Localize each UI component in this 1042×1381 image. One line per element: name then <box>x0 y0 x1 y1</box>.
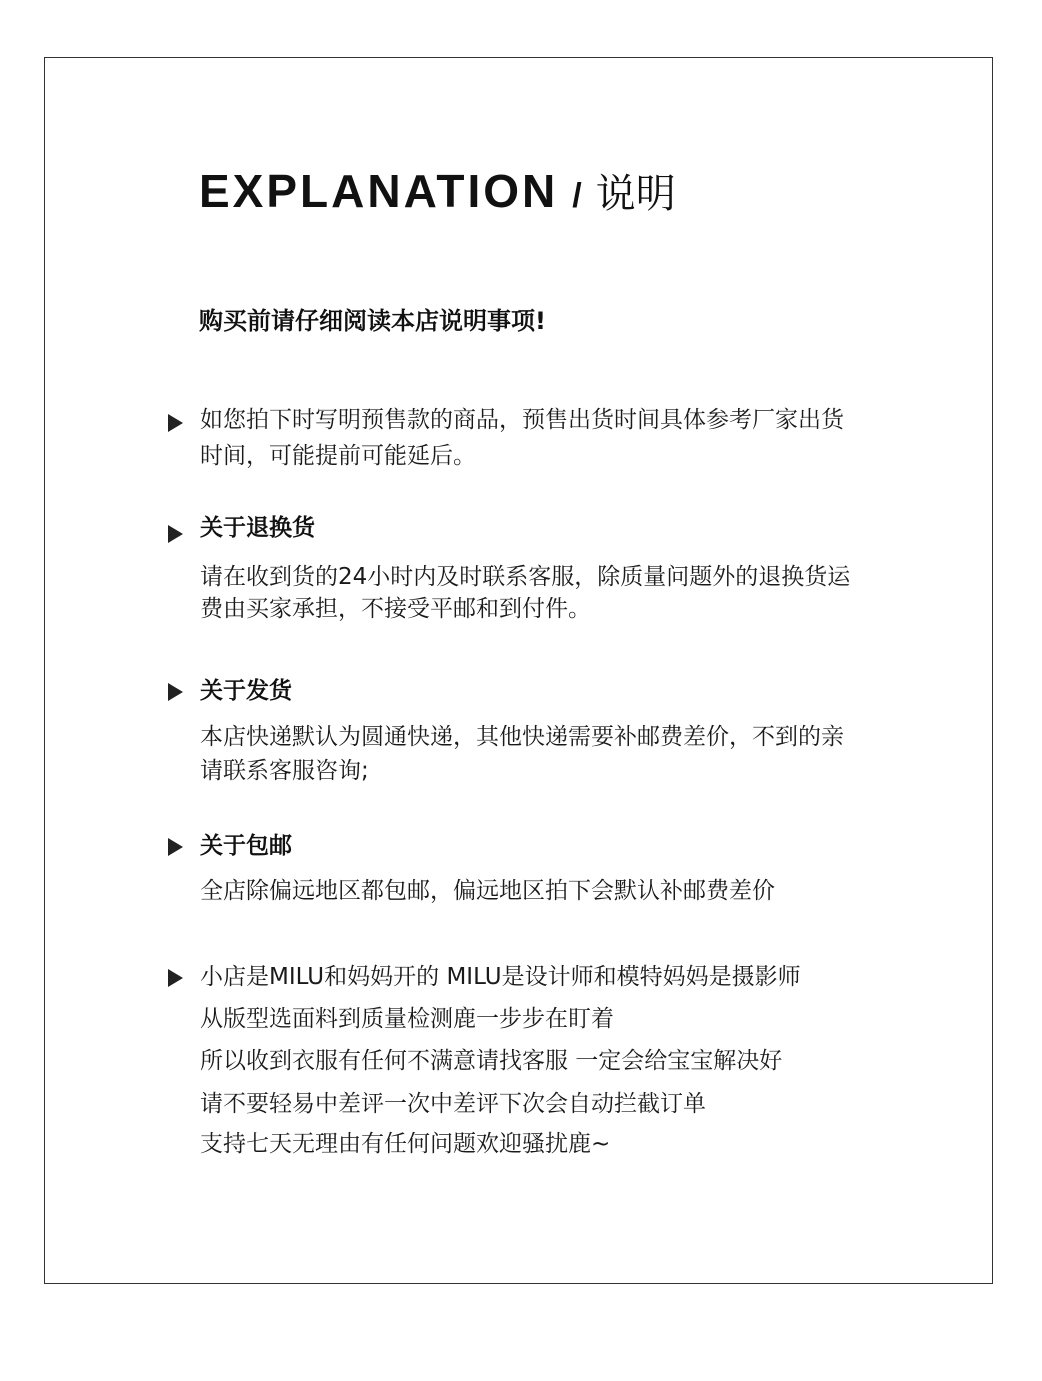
item-body-line: 小店是MILU和妈妈开的 MILU是设计师和模特妈妈是摄影师 <box>200 964 801 990</box>
item-body-line: 请在收到货的24小时内及时联系客服，除质量问题外的退换货运 <box>200 564 851 590</box>
item-body-line: 时间，可能提前可能延后。 <box>200 443 476 469</box>
triangle-right-icon <box>168 525 183 543</box>
page-title <box>199 165 676 217</box>
title-chinese: 说明 <box>595 171 676 217</box>
item-heading: 关于发货 <box>200 678 292 704</box>
item-body-line: 费由买家承担，不接受平邮和到付件。 <box>200 596 591 622</box>
title-english: EXPLANATION <box>199 165 559 217</box>
triangle-right-icon <box>168 414 183 432</box>
triangle-right-icon <box>168 838 183 856</box>
item-body-line: 全店除偏远地区都包邮，偏远地区拍下会默认补邮费差价 <box>200 878 775 904</box>
item-heading: 关于退换货 <box>200 515 315 541</box>
item-body-line: 请联系客服咨询; <box>200 758 369 784</box>
item-body-line: 如您拍下时写明预售款的商品，预售出货时间具体参考厂家出货 <box>200 407 844 433</box>
triangle-right-icon <box>168 969 183 987</box>
item-body-line: 从版型选面料到质量检测鹿一步步在盯着 <box>200 1006 614 1032</box>
item-heading: 关于包邮 <box>200 833 292 859</box>
item-body-line: 请不要轻易中差评一次中差评下次会自动拦截订单 <box>200 1091 706 1117</box>
item-body-line: 所以收到衣服有任何不满意请找客服 一定会给宝宝解决好 <box>200 1048 783 1074</box>
triangle-right-icon <box>168 683 183 701</box>
intro-notice: 购买前请仔细阅读本店说明事项! <box>199 307 546 335</box>
title-separator: / <box>572 177 582 215</box>
item-body-line: 本店快递默认为圆通快递，其他快递需要补邮费差价，不到的亲 <box>200 724 844 750</box>
item-body-line: 支持七天无理由有任何问题欢迎骚扰鹿~ <box>200 1131 611 1157</box>
